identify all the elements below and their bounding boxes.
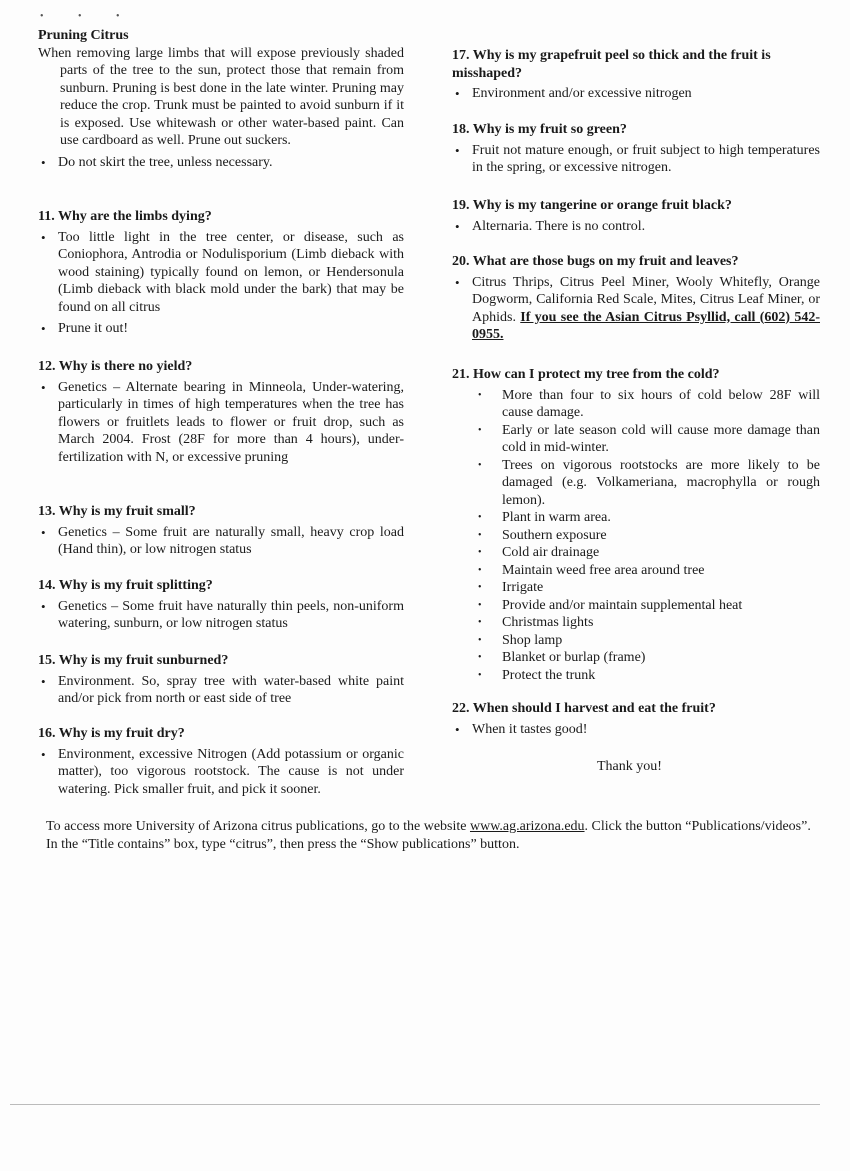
list-item: • When it tastes good! (452, 721, 820, 739)
list-item: • Cold air drainage (452, 544, 820, 562)
pruning-heading: Pruning Citrus (38, 28, 129, 43)
list-item: • More than four to six hours of cold below 28F will cause damage. (452, 387, 820, 422)
pruning-paragraph: When removing large limbs that will expose previously shaded parts of the tree to the sun, protect those that remain from sunburn. Pruning is best done in the late winter. Pruning may reduce the crop. Trunk must be painted to avoid sunburn if it is exposed. Use whitewash or other water-based paint. Can use cardboard as well. Prune out suckers. (38, 45, 404, 148)
psyllid-hotline-notice: If you see the Asian Citrus Psyllid, call (602) 542-0955. (472, 309, 820, 342)
section-q18 (452, 121, 820, 177)
question-heading: 17. Why is my grapefruit peel so thick and the fruit is misshaped? (452, 48, 771, 81)
question-heading: 20. What are those bugs on my fruit and leaves? (452, 254, 739, 269)
list-item: • Provide and/or maintain supplemental heat (452, 597, 820, 615)
section-q22 (452, 700, 820, 738)
pruning-list (38, 154, 404, 172)
section-q13 (38, 503, 404, 559)
list-item: • Environment and/or excessive nitrogen (452, 85, 820, 103)
list-item: • Do not skirt the tree, unless necessary. (38, 154, 404, 172)
list-item: • Shop lamp (452, 632, 820, 650)
section-q12 (38, 358, 404, 466)
list-item: • Prune it out! (38, 320, 404, 338)
answer-list (452, 142, 820, 177)
pest-list-text: Citrus Thrips, Citrus Peel Miner, Wooly Whitefly, Orange Dogworm, California Red Scale, Mites, Citrus Leaf Miner, or Aphids. (472, 274, 820, 325)
footer-text-before: To access more University of Arizona citrus publications, go to the website (46, 819, 470, 834)
section-q19 (452, 197, 820, 235)
answer-list (452, 274, 820, 344)
question-heading: 13. Why is my fruit small? (38, 504, 196, 519)
question-heading: 11. Why are the limbs dying? (38, 209, 212, 224)
section-q17 (452, 47, 820, 103)
list-item (452, 274, 820, 344)
website-link[interactable]: www.ag.arizona.edu (469, 819, 585, 834)
footer-text-after: . Click the button “Publications/videos”. In the “Title contains” box, type “citrus”, then press the “Show publications” button. (46, 819, 811, 852)
list-item: • Maintain weed free area around tree (452, 562, 820, 580)
scan-edge-line (10, 1104, 820, 1105)
list-item: • Alternaria. There is no control. (452, 218, 820, 236)
list-item: • Environment. So, spray tree with water-based white paint and/or pick from north or east side of tree (38, 673, 404, 708)
question-heading: 19. Why is my tangerine or orange fruit black? (452, 198, 732, 213)
question-heading: 18. Why is my fruit so green? (452, 122, 627, 137)
answer-list (452, 387, 820, 685)
thank-you-note: Thank you! (597, 759, 662, 774)
question-heading: 16. Why is my fruit dry? (38, 726, 185, 741)
section-q21 (452, 366, 820, 684)
section-q15 (38, 652, 404, 708)
list-item: • Early or late season cold will cause more damage than cold in mid-winter. (452, 422, 820, 457)
list-item: • Blanket or burlap (frame) (452, 649, 820, 667)
answer-list (38, 229, 404, 338)
list-item: • Protect the trunk (452, 667, 820, 685)
section-pruning-citrus (38, 27, 404, 171)
question-heading: 14. Why is my fruit splitting? (38, 578, 213, 593)
list-item: • Environment, excessive Nitrogen (Add potassium or organic matter), too vigorous rootstock. The cause is not under watering. Pick smaller fruit, and pick it sooner. (38, 746, 404, 799)
answer-list (38, 598, 404, 633)
list-item: • Christmas lights (452, 614, 820, 632)
section-q20 (452, 253, 820, 344)
answer-list (452, 85, 820, 103)
answer-list (38, 524, 404, 559)
list-item: • Fruit not mature enough, or fruit subject to high temperatures in the spring, or excessive nitrogen. (452, 142, 820, 177)
question-heading: 15. Why is my fruit sunburned? (38, 653, 229, 668)
list-item: • Irrigate (452, 579, 820, 597)
section-q11 (38, 208, 404, 338)
question-heading: 12. Why is there no yield? (38, 359, 193, 374)
answer-list (38, 379, 404, 467)
section-q14 (38, 577, 404, 633)
question-heading: 22. When should I harvest and eat the fruit? (452, 701, 716, 716)
list-item: • Genetics – Some fruit are naturally small, heavy crop load (Hand thin), or low nitrogen status (38, 524, 404, 559)
section-q16 (38, 725, 404, 798)
scan-marks: • • • (40, 11, 136, 22)
list-item: • Trees on vigorous rootstocks are more likely to be damaged (e.g. Volkameriana, macrophylla or rough lemon). (452, 457, 820, 510)
list-item: • Genetics – Alternate bearing in Minneola, Under-watering, particularly in times of high temperatures when the tree has flowers or fruitlets leads to flower or fruit drop, such as March 2004. Frost (28F for more than 4 hours), under-fertilization with N, or excessive pruning (38, 379, 404, 467)
answer-list (38, 673, 404, 708)
list-item: • Southern exposure (452, 527, 820, 545)
question-heading: 21. How can I protect my tree from the cold? (452, 367, 720, 382)
list-item: • Genetics – Some fruit have naturally thin peels, non-uniform watering, sunburn, or low nitrogen status (38, 598, 404, 633)
answer-list (452, 218, 820, 236)
list-item: • Plant in warm area. (452, 509, 820, 527)
footer-note (46, 818, 816, 854)
answer-list (452, 721, 820, 739)
list-item: • Too little light in the tree center, or disease, such as Coniophora, Antrodia or Nodulisporium (Limb dieback with wood staining) typically found on lemon, or Hendersonula (Limb dieback with black mold under the bark) that may be found on all citrus (38, 229, 404, 317)
answer-list (38, 746, 404, 799)
